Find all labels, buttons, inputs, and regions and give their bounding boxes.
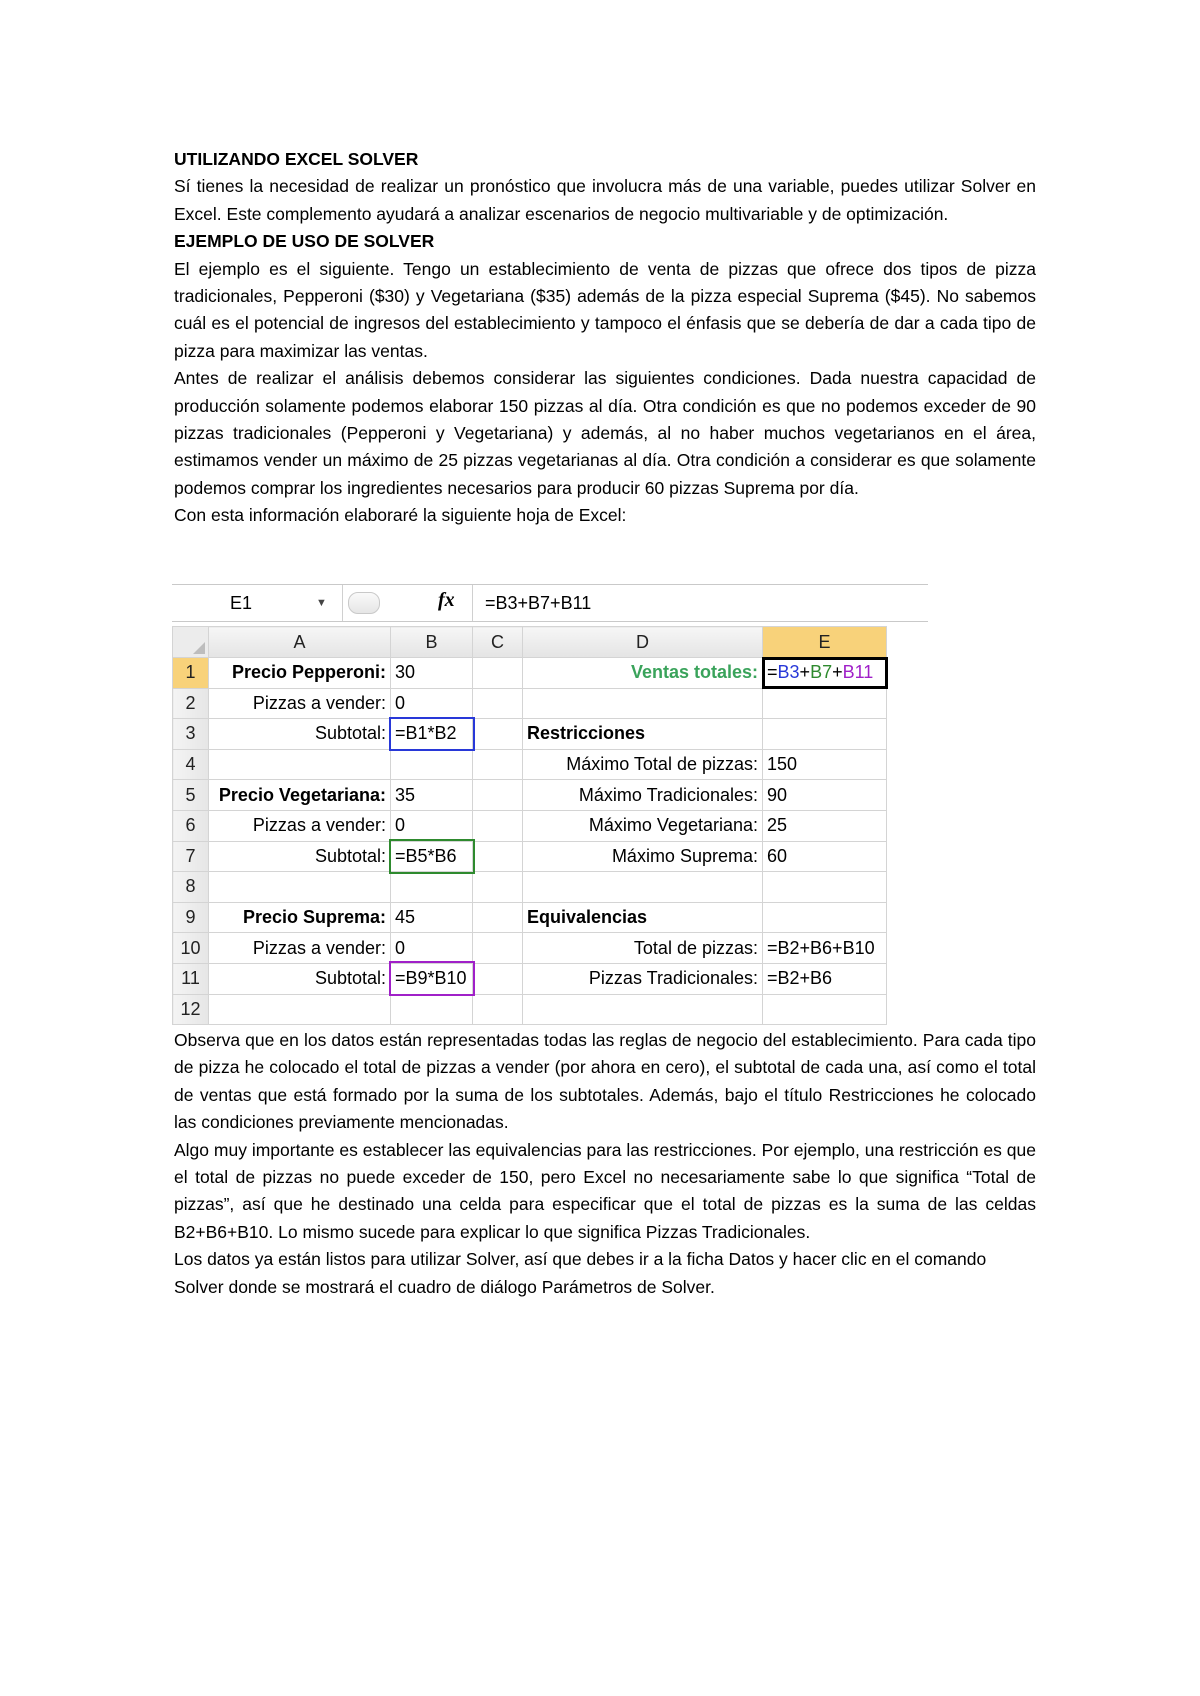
cell-c7[interactable] bbox=[473, 841, 523, 872]
column-header-b[interactable]: B bbox=[391, 627, 473, 658]
cell-b3[interactable]: =B1*B2 bbox=[391, 719, 473, 750]
name-box-value: E1 bbox=[230, 593, 253, 613]
cell-d10[interactable]: Total de pizzas: bbox=[523, 933, 763, 964]
cell-c1[interactable] bbox=[473, 658, 523, 689]
cell-d7[interactable]: Máximo Suprema: bbox=[523, 841, 763, 872]
name-box[interactable] bbox=[172, 585, 343, 621]
table-row bbox=[173, 749, 887, 780]
table-row bbox=[173, 688, 887, 719]
paragraph-equivalences: Algo muy importante es establecer las equivalencias para las restricciones. Por ejemplo, una restricción es que el total de pizzas no puede exceder de 150, pero Excel no necesariamente sabe lo que significa “Total de pizzas”, así que he destinado una celda para especificar que el total de pizzas es la suma de las celdas B2+B6+B10. Lo mismo sucede para explicar lo que significa Pizzas Tradicionales. bbox=[174, 1139, 1036, 1242]
row-header[interactable]: 1 bbox=[173, 658, 209, 689]
cell-b2[interactable]: 0 bbox=[391, 688, 473, 719]
splitter-handle[interactable] bbox=[348, 592, 380, 614]
document-body bbox=[174, 146, 1036, 530]
cell-e11[interactable]: =B2+B6 bbox=[763, 963, 887, 994]
row-header[interactable]: 10 bbox=[173, 933, 209, 964]
paragraph-conditions: Antes de realizar el análisis debemos considerar las siguientes condiciones. Dada nuestra capacidad de producción solamente podemos elaborar 150 pizzas al día. Otra condición es que no podemos exceder de 90 pizzas tradicionales (Pepperoni y Vegetariana) y además, al no haber muchos vegetarianos en el área, estimamos vender un máximo de 25 pizzas vegetarianas al día. Otra condición a considerar es que solamente podemos comprar los ingredientes necesarios para producir 60 pizzas Suprema por día. bbox=[174, 368, 1036, 498]
cell-b12[interactable] bbox=[391, 994, 473, 1025]
table-row bbox=[173, 810, 887, 841]
row-header[interactable]: 11 bbox=[173, 963, 209, 994]
e1-ref-b3: B3 bbox=[777, 662, 800, 683]
formula-controls bbox=[342, 585, 470, 621]
paragraph-observation: Observa que en los datos están representadas todas las reglas de negocio del establecimiento. Para cada tipo de pizza he colocado el total de pizzas a vender (por ahora en cero), el subtotal de cada una, así como el total de ventas que está formado por la suma de los subtotales. Además, bajo el título Restricciones he colocado las condiciones previamente mencionadas. bbox=[174, 1030, 1036, 1133]
cell-c10[interactable] bbox=[473, 933, 523, 964]
cell-a8[interactable] bbox=[209, 872, 391, 903]
table-row bbox=[173, 719, 887, 750]
row-header[interactable]: 8 bbox=[173, 872, 209, 903]
spreadsheet-grid bbox=[172, 626, 887, 1025]
cell-a11[interactable]: Subtotal: bbox=[209, 963, 391, 994]
paragraph-next-steps: Los datos ya están listos para utilizar Solver, así que debes ir a la ficha Datos y hacer clic en el comando Solver donde se mostrará el cuadro de diálogo Parámetros de Solver. bbox=[174, 1249, 987, 1297]
cell-a1[interactable]: Precio Pepperoni: bbox=[209, 658, 391, 689]
paragraph-sheet-intro: Con esta información elaboraré la siguiente hoja de Excel: bbox=[174, 505, 627, 526]
cell-b7[interactable]: =B5*B6 bbox=[391, 841, 473, 872]
cell-e10[interactable]: =B2+B6+B10 bbox=[763, 933, 887, 964]
cell-b1[interactable]: 30 bbox=[391, 658, 473, 689]
chevron-down-icon[interactable]: ▼ bbox=[316, 597, 327, 609]
cell-a6[interactable]: Pizzas a vender: bbox=[209, 810, 391, 841]
cell-c8[interactable] bbox=[473, 872, 523, 903]
table-row bbox=[173, 780, 887, 811]
table-row bbox=[173, 872, 887, 903]
table-row bbox=[173, 933, 887, 964]
cell-b6[interactable]: 0 bbox=[391, 810, 473, 841]
cell-c6[interactable] bbox=[473, 810, 523, 841]
table-row bbox=[173, 841, 887, 872]
cell-b4[interactable] bbox=[391, 749, 473, 780]
cell-c3[interactable] bbox=[473, 719, 523, 750]
table-row bbox=[173, 994, 887, 1025]
cell-d12[interactable] bbox=[523, 994, 763, 1025]
insert-function-icon[interactable]: fx bbox=[438, 589, 455, 611]
e1-part: + bbox=[832, 662, 843, 683]
cell-b8[interactable] bbox=[391, 872, 473, 903]
heading-utilizando-excel-solver: UTILIZANDO EXCEL SOLVER bbox=[174, 149, 419, 169]
row-header[interactable]: 7 bbox=[173, 841, 209, 872]
row-header[interactable]: 5 bbox=[173, 780, 209, 811]
cell-a2[interactable]: Pizzas a vender: bbox=[209, 688, 391, 719]
cell-d6[interactable]: Máximo Vegetariana: bbox=[523, 810, 763, 841]
cell-e4[interactable]: 150 bbox=[763, 749, 887, 780]
cell-c5[interactable] bbox=[473, 780, 523, 811]
cell-b10[interactable]: 0 bbox=[391, 933, 473, 964]
cell-d2[interactable] bbox=[523, 688, 763, 719]
cell-d1[interactable]: Ventas totales: bbox=[523, 658, 763, 689]
cell-e3[interactable] bbox=[763, 719, 887, 750]
cell-a9[interactable]: Precio Suprema: bbox=[209, 902, 391, 933]
row-header[interactable]: 6 bbox=[173, 810, 209, 841]
cell-c12[interactable] bbox=[473, 994, 523, 1025]
cell-e6[interactable]: 25 bbox=[763, 810, 887, 841]
cell-e12[interactable] bbox=[763, 994, 887, 1025]
e1-ref-b7: B7 bbox=[810, 662, 833, 683]
cell-c2[interactable] bbox=[473, 688, 523, 719]
excel-screenshot bbox=[172, 584, 928, 1024]
row-header[interactable]: 12 bbox=[173, 994, 209, 1025]
cell-c9[interactable] bbox=[473, 902, 523, 933]
heading-ejemplo-solver: EJEMPLO DE USO DE SOLVER bbox=[174, 231, 435, 252]
column-header-a[interactable]: A bbox=[209, 627, 391, 658]
cell-a10[interactable]: Pizzas a vender: bbox=[209, 933, 391, 964]
row-header[interactable]: 3 bbox=[173, 719, 209, 750]
row-header[interactable]: 9 bbox=[173, 902, 209, 933]
column-headers bbox=[173, 627, 887, 658]
cell-e7[interactable]: 60 bbox=[763, 841, 887, 872]
cell-e5[interactable]: 90 bbox=[763, 780, 887, 811]
cell-a4[interactable] bbox=[209, 749, 391, 780]
cell-c4[interactable] bbox=[473, 749, 523, 780]
cell-d5[interactable]: Máximo Tradicionales: bbox=[523, 780, 763, 811]
row-header[interactable]: 4 bbox=[173, 749, 209, 780]
cell-a12[interactable] bbox=[209, 994, 391, 1025]
cell-a3[interactable]: Subtotal: bbox=[209, 719, 391, 750]
cell-d4[interactable]: Máximo Total de pizzas: bbox=[523, 749, 763, 780]
cell-b11[interactable]: =B9*B10 bbox=[391, 963, 473, 994]
cell-d3[interactable]: Restricciones bbox=[523, 719, 763, 750]
column-header-e[interactable]: E bbox=[763, 627, 887, 658]
e1-ref-b11: B11 bbox=[842, 662, 874, 683]
e1-part: = bbox=[767, 662, 778, 683]
column-header-d[interactable]: D bbox=[523, 627, 763, 658]
document-body-continued bbox=[174, 1027, 1036, 1301]
e1-part: + bbox=[799, 662, 811, 683]
cell-e2[interactable] bbox=[763, 688, 887, 719]
cell-a7[interactable]: Subtotal: bbox=[209, 841, 391, 872]
paragraph-example: El ejemplo es el siguiente. Tengo un establecimiento de venta de pizzas que ofrece dos tipos de pizza tradicionales, Pepperoni ($30) y Vegetariana ($35) además de la pizza especial Suprema ($45). No sabemos cuál es el potencial de ingresos del establecimiento y tampoco el énfasis que se debería de dar a cada tipo de pizza para maximizar las ventas. bbox=[174, 258, 1036, 361]
cell-b5[interactable]: 35 bbox=[391, 780, 473, 811]
cell-d9[interactable]: Equivalencias bbox=[523, 902, 763, 933]
cell-d8[interactable] bbox=[523, 872, 763, 903]
formula-bar bbox=[172, 584, 928, 622]
cell-a5[interactable]: Precio Vegetariana: bbox=[209, 780, 391, 811]
row-header[interactable]: 2 bbox=[173, 688, 209, 719]
table-row bbox=[173, 963, 887, 994]
paragraph-intro: Sí tienes la necesidad de realizar un pronóstico que involucra más de una variable, puedes utilizar Solver en Excel. Este complemento ayudará a analizar escenarios de negocio multivariable y de optimización. bbox=[174, 176, 1036, 224]
cell-e1-active[interactable] bbox=[763, 658, 887, 689]
formula-input[interactable]: =B3+B7+B11 bbox=[472, 585, 929, 621]
cell-e8[interactable] bbox=[763, 872, 887, 903]
table-row bbox=[173, 658, 887, 689]
select-all-corner[interactable] bbox=[173, 627, 209, 658]
table-row bbox=[173, 902, 887, 933]
cell-b9[interactable]: 45 bbox=[391, 902, 473, 933]
column-header-c[interactable]: C bbox=[473, 627, 523, 658]
cell-d11[interactable]: Pizzas Tradicionales: bbox=[523, 963, 763, 994]
cell-c11[interactable] bbox=[473, 963, 523, 994]
cell-e9[interactable] bbox=[763, 902, 887, 933]
